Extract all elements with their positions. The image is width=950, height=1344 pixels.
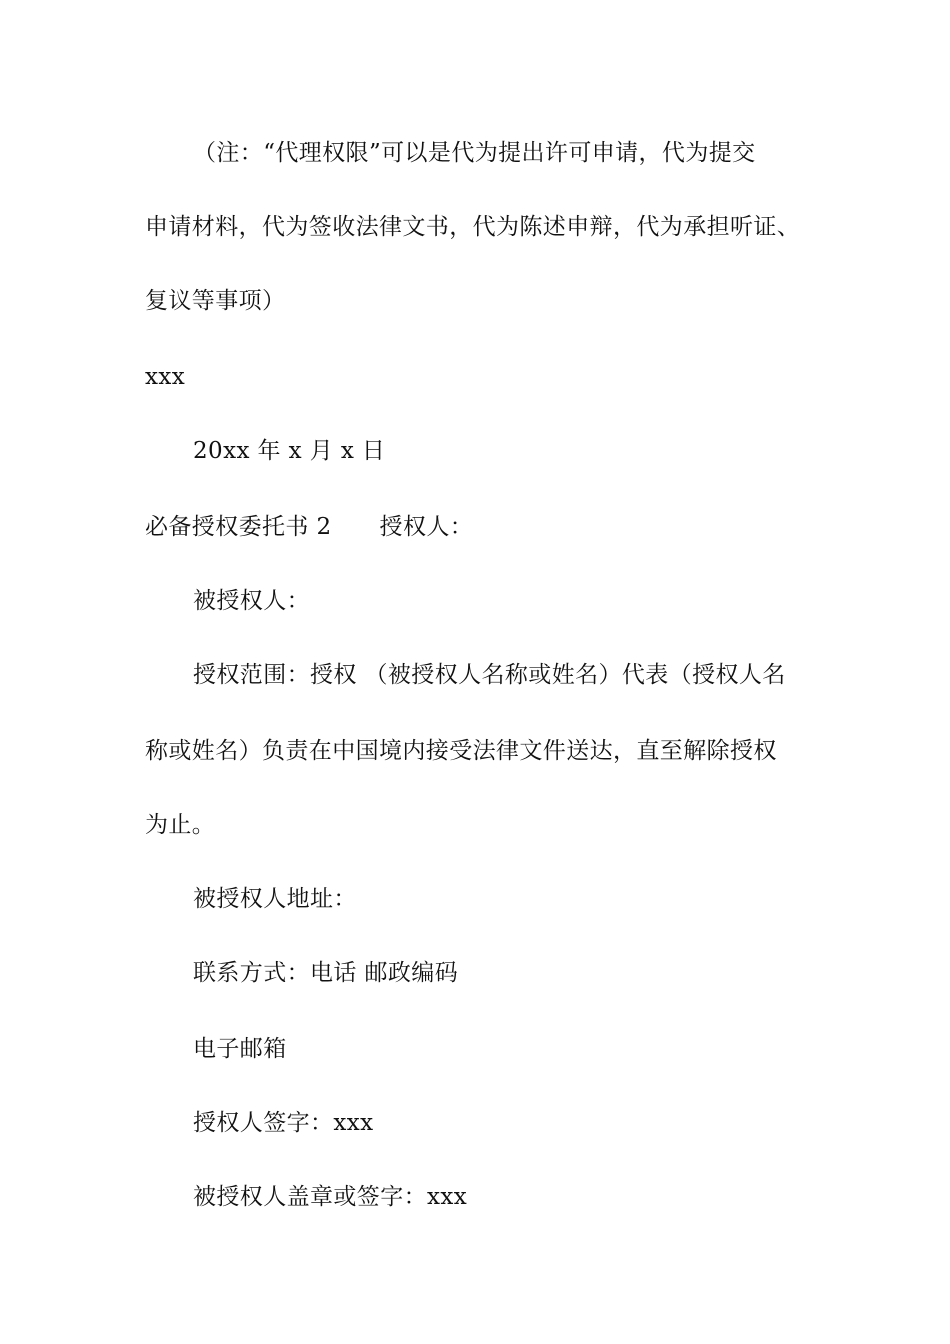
contact-line: 联系方式：电话 邮政编码 [193, 960, 459, 986]
authorizee-seal-signature: 被授权人盖章或签字：xxx [193, 1184, 468, 1210]
authorizer-label: 授权人： [379, 514, 474, 540]
note-line-2: 申请材料，代为签收法律文书，代为陈述申辩，代为承担听证、 [145, 214, 801, 240]
scope-line-3: 为止。 [145, 812, 216, 838]
scope-line-1: 授权范围：授权 （被授权人名称或姓名）代表（授权人名 [193, 662, 786, 688]
authorizee-label: 被授权人： [193, 588, 310, 614]
authorizer-signature: 授权人签字：xxx [193, 1110, 374, 1136]
scope-line-2: 称或姓名）负责在中国境内接受法律文件送达，直至解除授权 [145, 738, 777, 764]
section-header-line [145, 512, 473, 542]
signer-name: xxx [145, 364, 186, 390]
section-title: 必备授权委托书 2 [145, 514, 332, 540]
note-line-3: 复议等事项） [145, 288, 286, 314]
note-line-1: （注：“代理权限”可以是代为提出许可申请，代为提交 [193, 140, 756, 166]
date-line: 20xx 年 x 月 x 日 [193, 438, 386, 464]
authorizee-address-label: 被授权人地址： [193, 886, 357, 912]
email-label: 电子邮箱 [193, 1036, 287, 1062]
